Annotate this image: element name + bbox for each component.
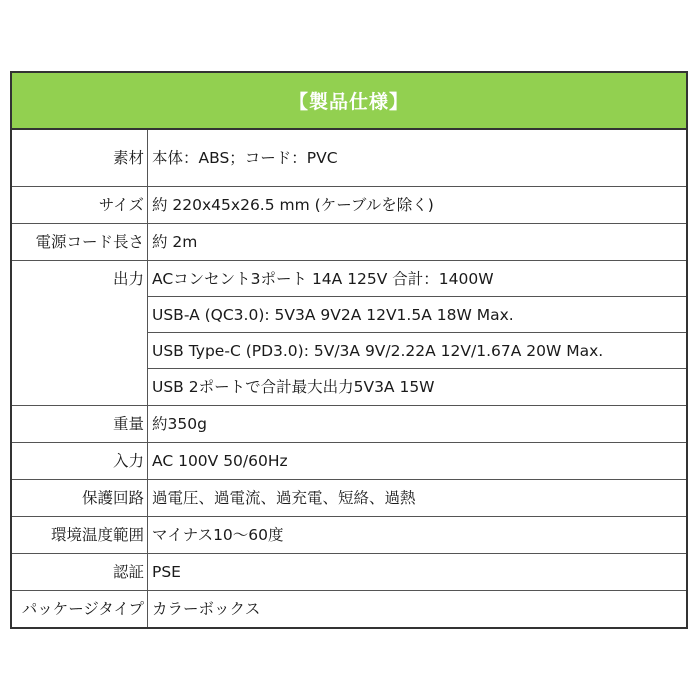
spec-row-material [12,130,686,187]
spec-row-size [12,187,686,224]
spec-label: 電源コード長さ [12,224,148,260]
spec-row-package [12,591,686,627]
spec-row-input [12,443,686,480]
spec-value: 本体：ABS；コード：PVC [152,149,338,167]
spec-row-output [12,261,686,406]
spec-label: 素材 [12,130,148,186]
spec-row-protection [12,480,686,517]
spec-value: ACコンセント3ポート 14A 125V 合計：1400W [148,261,686,297]
spec-row-cord-length [12,224,686,261]
spec-value: 約 220x45x26.5 mm (ケーブルを除く) [152,196,434,214]
spec-value: PSE [152,563,181,581]
spec-value: マイナス10～60度 [152,526,284,544]
spec-value: 過電圧、過電流、過充電、短絡、過熱 [152,489,416,507]
spec-value: AC 100V 50/60Hz [152,452,288,470]
spec-table [10,71,688,629]
spec-row-certification [12,554,686,591]
spec-label: 入力 [12,443,148,479]
spec-label: パッケージタイプ [12,591,148,627]
spec-value: USB-A (QC3.0): 5V3A 9V2A 12V1.5A 18W Max. [148,297,686,333]
spec-label: 出力 [12,261,148,405]
spec-value: カラーボックス [152,600,261,618]
spec-label: サイズ [12,187,148,223]
spec-value: USB Type-C (PD3.0): 5V/3A 9V/2.22A 12V/1.67A 20W Max. [148,333,686,369]
spec-label: 認証 [12,554,148,590]
spec-row-temperature [12,517,686,554]
spec-value: 約350g [152,415,207,433]
spec-label: 保護回路 [12,480,148,516]
spec-table-title: 【製品仕様】 [12,73,686,130]
spec-row-weight [12,406,686,443]
spec-value: USB 2ポートで合計最大出力5V3A 15W [152,378,435,396]
spec-value: 約 2m [152,233,198,251]
spec-label: 重量 [12,406,148,442]
spec-label: 環境温度範囲 [12,517,148,553]
